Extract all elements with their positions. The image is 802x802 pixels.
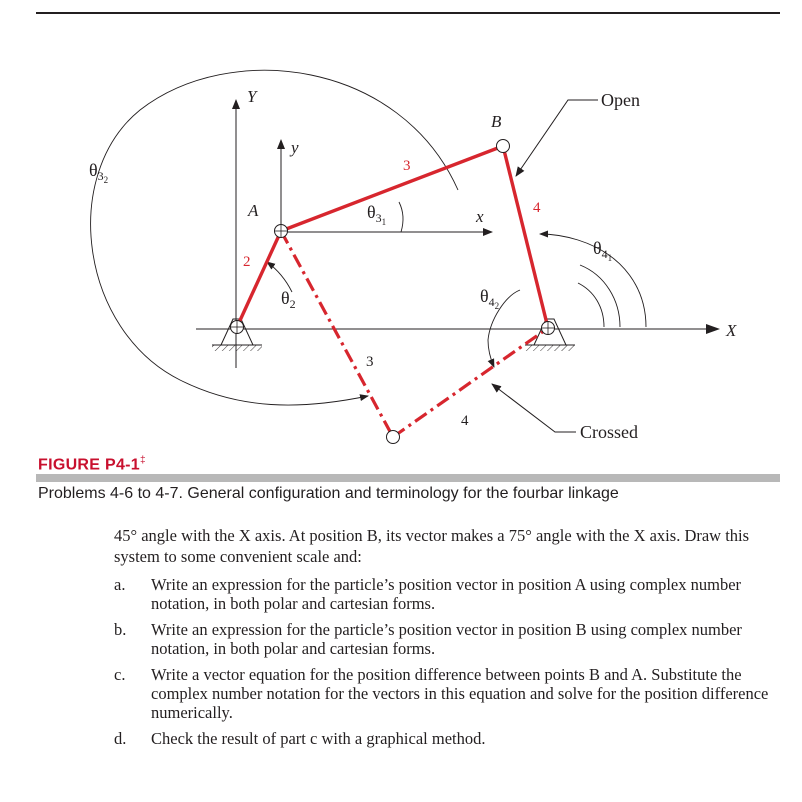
label-theta41: $\theta_41$ (593, 238, 613, 263)
list-marker: a. (114, 575, 126, 594)
label-theta32: $\theta_32$ (89, 160, 109, 185)
list-marker: b. (114, 620, 127, 639)
pin-O4 (541, 321, 555, 335)
link-2 (237, 231, 281, 327)
label-link-4-open: 4 (533, 200, 541, 216)
problem-intro: 45° angle with the X axis. At position B, its vector makes a 75° angle with the X axis. Draw this system to some convenient scale and: (114, 526, 750, 566)
crossed-leader (492, 384, 576, 432)
list-item-text: Write a vector equation for the position difference between points B and A. Substitute the complex number notation for the vectors in this equation and solve for the position difference numerically. (151, 665, 769, 722)
figure-number: FIGURE P4-1 (38, 456, 140, 474)
figure-caption-label (38, 455, 146, 474)
figure-caption-text: Problems 4-6 to 4-7. General configuration and terminology for the fourbar linkage (38, 485, 619, 502)
label-link-3-crossed: 3 (366, 354, 374, 370)
label-theta2: $\theta_2$ (281, 288, 296, 311)
label-theta31: $\theta_31$ (367, 202, 387, 227)
pin-B (497, 140, 510, 153)
list-item (114, 620, 774, 658)
label-x: x (476, 207, 484, 226)
X-axis-arrow (706, 324, 720, 334)
label-y: y (291, 138, 299, 157)
problem-list (114, 575, 774, 755)
pin-O2 (230, 320, 244, 334)
link-3-open (281, 146, 503, 231)
list-item-text: Write an expression for the particle’s position vector in position A using complex number notation, in both polar and cartesian forms. (151, 575, 742, 613)
label-link-2: 2 (243, 254, 251, 270)
label-theta42: $\theta_42$ (480, 286, 500, 311)
theta41-arc-inner (580, 265, 620, 327)
list-item-text: Write an expression for the particle’s position vector in position B using complex number notation, in both polar and cartesian forms. (151, 620, 742, 658)
link-3-crossed (281, 231, 393, 437)
pin-A (274, 224, 288, 238)
label-crossed: Crossed (580, 422, 638, 442)
list-marker: d. (114, 729, 127, 748)
label-X: X (726, 321, 737, 340)
caption-bar (36, 474, 780, 482)
theta31-arc (399, 202, 403, 232)
list-marker: c. (114, 665, 126, 684)
list-item (114, 665, 774, 722)
open-leader (516, 100, 598, 176)
theta41-arc-inner2 (578, 283, 604, 327)
list-item-text: Check the result of part c with a graphical method. (151, 729, 486, 748)
link-4-crossed (393, 328, 548, 437)
label-link-4-crossed: 4 (461, 413, 469, 429)
label-B: B (491, 112, 502, 131)
pin-B-crossed (387, 431, 400, 444)
label-link-3-open: 3 (403, 158, 411, 174)
figure-footnote-mark: ‡ (140, 455, 146, 466)
theta32-arc (91, 70, 458, 405)
label-A: A (248, 201, 259, 220)
label-open: Open (601, 90, 640, 110)
label-Y: Y (247, 87, 257, 106)
list-item (114, 575, 774, 613)
link-4-open (503, 146, 548, 328)
list-item (114, 729, 774, 748)
